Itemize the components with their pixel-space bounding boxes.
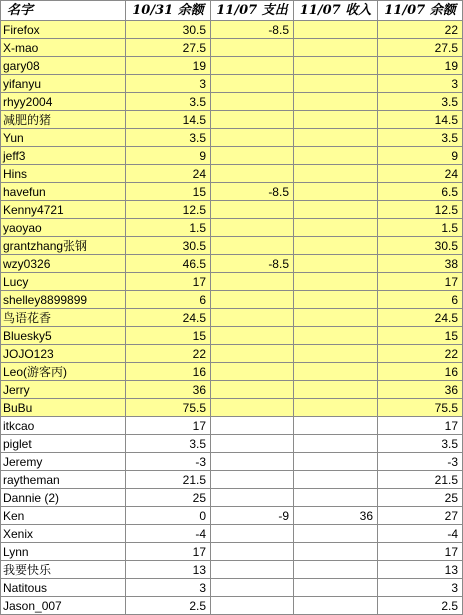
name-cell[interactable]: Bluesky5 (1, 327, 126, 345)
balance-1107-cell[interactable]: 24 (378, 165, 463, 183)
table-row (1, 471, 463, 489)
balance-1031-cell[interactable]: 3.5 (126, 435, 211, 453)
name-cell[interactable]: Firefox (1, 21, 126, 39)
expense-1107-cell[interactable] (211, 435, 294, 453)
name-cell[interactable]: Lynn (1, 543, 126, 561)
table-row (1, 93, 463, 111)
balance-1107-cell[interactable]: 3 (378, 579, 463, 597)
table-row (1, 399, 463, 417)
balance-1107-cell[interactable]: 12.5 (378, 201, 463, 219)
table-row (1, 21, 463, 39)
table-row (1, 57, 463, 75)
balance-1107-cell[interactable]: 17 (378, 417, 463, 435)
balance-1107-cell[interactable]: 9 (378, 147, 463, 165)
balance-1107-cell[interactable]: 19 (378, 57, 463, 75)
balance-1107-cell[interactable]: 15 (378, 327, 463, 345)
expense-1107-cell[interactable] (211, 525, 294, 543)
balance-1107-cell[interactable]: -3 (378, 453, 463, 471)
balance-1031-cell[interactable]: 17 (126, 417, 211, 435)
balance-1107-cell[interactable]: 13 (378, 561, 463, 579)
income-1107-cell[interactable] (294, 93, 378, 111)
balance-1107-cell[interactable]: 30.5 (378, 237, 463, 255)
expense-1107-cell[interactable] (211, 597, 294, 615)
name-cell[interactable]: Xenix (1, 525, 126, 543)
table-row (1, 147, 463, 165)
name-cell[interactable]: 减肥的猪 (1, 111, 126, 129)
income-1107-cell[interactable] (294, 291, 378, 309)
name-cell[interactable]: Jeremy (1, 453, 126, 471)
income-1107-cell[interactable] (294, 327, 378, 345)
income-1107-cell[interactable] (294, 219, 378, 237)
header-name[interactable]: 名字 (1, 1, 126, 21)
name-cell[interactable]: Dannie (2) (1, 489, 126, 507)
balance-1031-cell[interactable]: 17 (126, 273, 211, 291)
income-1107-cell[interactable] (294, 111, 378, 129)
balance-1107-cell[interactable]: 6.5 (378, 183, 463, 201)
income-1107-cell[interactable] (294, 147, 378, 165)
balance-1031-cell[interactable]: 1.5 (126, 219, 211, 237)
income-1107-cell[interactable] (294, 255, 378, 273)
balance-1107-cell[interactable]: 2.5 (378, 597, 463, 615)
income-1107-cell[interactable] (294, 273, 378, 291)
balance-1031-cell[interactable]: 0 (126, 507, 211, 525)
balance-1107-cell[interactable]: 25 (378, 489, 463, 507)
income-1107-cell[interactable] (294, 201, 378, 219)
table-row (1, 165, 463, 183)
name-cell[interactable]: BuBu (1, 399, 126, 417)
name-cell[interactable]: gary08 (1, 57, 126, 75)
name-cell[interactable]: Leo(游客丙) (1, 363, 126, 381)
table-row (1, 255, 463, 273)
table-row (1, 381, 463, 399)
balance-1107-cell[interactable]: 21.5 (378, 471, 463, 489)
name-cell[interactable]: wzy0326 (1, 255, 126, 273)
name-cell[interactable]: X-mao (1, 39, 126, 57)
table-row (1, 417, 463, 435)
expense-1107-cell[interactable] (211, 111, 294, 129)
table-row (1, 309, 463, 327)
balance-1107-cell[interactable]: 38 (378, 255, 463, 273)
table-row (1, 291, 463, 309)
balance-1107-cell[interactable]: 3 (378, 75, 463, 93)
expense-1107-cell[interactable] (211, 453, 294, 471)
name-cell[interactable]: Ken (1, 507, 126, 525)
income-1107-cell[interactable] (294, 39, 378, 57)
balance-1107-cell[interactable]: 36 (378, 381, 463, 399)
income-1107-cell[interactable]: 36 (294, 507, 378, 525)
income-1107-cell[interactable] (294, 471, 378, 489)
expense-1107-cell[interactable] (211, 129, 294, 147)
balance-1107-cell[interactable]: 17 (378, 273, 463, 291)
balance-1031-cell[interactable]: 12.5 (126, 201, 211, 219)
balance-1031-cell[interactable]: 13 (126, 561, 211, 579)
expense-1107-cell[interactable] (211, 165, 294, 183)
table-row (1, 597, 463, 615)
header-row (1, 1, 463, 21)
expense-1107-cell[interactable] (211, 219, 294, 237)
table-row (1, 525, 463, 543)
balance-1031-cell[interactable]: 15 (126, 183, 211, 201)
balance-1107-cell[interactable]: 16 (378, 363, 463, 381)
balance-1031-cell[interactable]: 30.5 (126, 237, 211, 255)
expense-1107-cell[interactable] (211, 39, 294, 57)
table-row (1, 435, 463, 453)
income-1107-cell[interactable] (294, 57, 378, 75)
expense-1107-cell[interactable] (211, 579, 294, 597)
balance-1107-cell[interactable]: 1.5 (378, 219, 463, 237)
balance-1031-cell[interactable]: 24 (126, 165, 211, 183)
balance-1107-cell[interactable]: 3.5 (378, 93, 463, 111)
income-1107-cell[interactable] (294, 237, 378, 255)
balance-1031-cell[interactable]: 3 (126, 75, 211, 93)
balance-1031-cell[interactable]: 3 (126, 579, 211, 597)
name-cell[interactable]: 我要快乐 (1, 561, 126, 579)
name-cell[interactable]: rhyy2004 (1, 93, 126, 111)
expense-1107-cell[interactable] (211, 75, 294, 93)
name-cell[interactable]: Natitous (1, 579, 126, 597)
balance-1107-cell[interactable]: 22 (378, 21, 463, 39)
balance-1031-cell[interactable]: 24.5 (126, 309, 211, 327)
name-cell[interactable]: piglet (1, 435, 126, 453)
name-cell[interactable]: Hins (1, 165, 126, 183)
balance-1031-cell[interactable]: 75.5 (126, 399, 211, 417)
income-1107-cell[interactable] (294, 345, 378, 363)
expense-1107-cell[interactable] (211, 489, 294, 507)
table-row (1, 237, 463, 255)
expense-1107-cell[interactable] (211, 543, 294, 561)
name-cell[interactable]: itkcao (1, 417, 126, 435)
name-cell[interactable]: Kenny4721 (1, 201, 126, 219)
balance-1031-cell[interactable]: 22 (126, 345, 211, 363)
table-row (1, 75, 463, 93)
income-1107-cell[interactable] (294, 597, 378, 615)
balance-1107-cell[interactable]: 22 (378, 345, 463, 363)
income-1107-cell[interactable] (294, 435, 378, 453)
table-row (1, 219, 463, 237)
income-1107-cell[interactable] (294, 363, 378, 381)
header-expense-1107[interactable]: 11/07 支出 (211, 1, 294, 21)
income-1107-cell[interactable] (294, 489, 378, 507)
balance-1031-cell[interactable]: 16 (126, 363, 211, 381)
expense-1107-cell[interactable] (211, 291, 294, 309)
income-1107-cell[interactable] (294, 453, 378, 471)
income-1107-cell[interactable] (294, 543, 378, 561)
name-cell[interactable]: 鸟语花香 (1, 309, 126, 327)
expense-1107-cell[interactable] (211, 561, 294, 579)
expense-1107-cell[interactable] (211, 471, 294, 489)
balance-1107-cell[interactable]: 14.5 (378, 111, 463, 129)
balance-1031-cell[interactable]: 9 (126, 147, 211, 165)
expense-1107-cell[interactable] (211, 381, 294, 399)
balance-1031-cell[interactable]: -4 (126, 525, 211, 543)
balance-1107-cell[interactable]: 3.5 (378, 129, 463, 147)
balance-1031-cell[interactable]: 46.5 (126, 255, 211, 273)
table-row (1, 543, 463, 561)
balance-1031-cell[interactable]: 6 (126, 291, 211, 309)
expense-1107-cell[interactable] (211, 417, 294, 435)
expense-1107-cell[interactable] (211, 93, 294, 111)
table-row (1, 183, 463, 201)
income-1107-cell[interactable] (294, 561, 378, 579)
income-1107-cell[interactable] (294, 381, 378, 399)
income-1107-cell[interactable] (294, 399, 378, 417)
name-cell[interactable]: havefun (1, 183, 126, 201)
expense-1107-cell[interactable] (211, 363, 294, 381)
balance-1107-cell[interactable]: 6 (378, 291, 463, 309)
balance-1107-cell[interactable]: 17 (378, 543, 463, 561)
name-cell[interactable]: Yun (1, 129, 126, 147)
balance-1031-cell[interactable]: 30.5 (126, 21, 211, 39)
expense-1107-cell[interactable]: -8.5 (211, 183, 294, 201)
income-1107-cell[interactable] (294, 525, 378, 543)
header-income-1107[interactable]: 11/07 收入 (294, 1, 378, 21)
balance-1031-cell[interactable]: 25 (126, 489, 211, 507)
expense-1107-cell[interactable] (211, 273, 294, 291)
balance-1107-cell[interactable]: 27 (378, 507, 463, 525)
expense-1107-cell[interactable] (211, 327, 294, 345)
balance-1107-cell[interactable]: 75.5 (378, 399, 463, 417)
table-row (1, 363, 463, 381)
expense-1107-cell[interactable] (211, 147, 294, 165)
name-cell[interactable]: yifanyu (1, 75, 126, 93)
name-cell[interactable]: yaoyao (1, 219, 126, 237)
income-1107-cell[interactable] (294, 21, 378, 39)
header-balance-1107[interactable]: 11/07 余额 (378, 1, 463, 21)
table-row (1, 453, 463, 471)
income-1107-cell[interactable] (294, 309, 378, 327)
expense-1107-cell[interactable] (211, 345, 294, 363)
table-row (1, 201, 463, 219)
income-1107-cell[interactable] (294, 129, 378, 147)
header-balance-1031[interactable]: 10/31 余额 (126, 1, 211, 21)
balance-1107-cell[interactable]: 3.5 (378, 435, 463, 453)
balance-1031-cell[interactable]: 19 (126, 57, 211, 75)
balance-1031-cell[interactable]: 2.5 (126, 597, 211, 615)
expense-1107-cell[interactable]: -8.5 (211, 21, 294, 39)
balance-1031-cell[interactable]: 3.5 (126, 93, 211, 111)
balance-1107-cell[interactable]: 24.5 (378, 309, 463, 327)
balance-1031-cell[interactable]: 27.5 (126, 39, 211, 57)
balance-1031-cell[interactable]: 17 (126, 543, 211, 561)
income-1107-cell[interactable] (294, 417, 378, 435)
balance-1107-cell[interactable]: -4 (378, 525, 463, 543)
income-1107-cell[interactable] (294, 165, 378, 183)
table-row (1, 327, 463, 345)
balance-1031-cell[interactable]: 3.5 (126, 129, 211, 147)
balance-1031-cell[interactable]: 15 (126, 327, 211, 345)
expense-1107-cell[interactable] (211, 399, 294, 417)
expense-1107-cell[interactable] (211, 201, 294, 219)
name-cell[interactable]: JOJO123 (1, 345, 126, 363)
name-cell[interactable]: grantzhang张钢 (1, 237, 126, 255)
table-row (1, 579, 463, 597)
table-row (1, 507, 463, 525)
balance-1031-cell[interactable]: 21.5 (126, 471, 211, 489)
table-row (1, 345, 463, 363)
name-cell[interactable]: shelley8899899 (1, 291, 126, 309)
table-row (1, 111, 463, 129)
name-cell[interactable]: Jerry (1, 381, 126, 399)
expense-1107-cell[interactable]: -8.5 (211, 255, 294, 273)
balance-1031-cell[interactable]: -3 (126, 453, 211, 471)
balance-1107-cell[interactable]: 27.5 (378, 39, 463, 57)
name-cell[interactable]: Lucy (1, 273, 126, 291)
table-row (1, 129, 463, 147)
table-row (1, 273, 463, 291)
income-1107-cell[interactable] (294, 579, 378, 597)
table-row (1, 39, 463, 57)
name-cell[interactable]: Jason_007 (1, 597, 126, 615)
income-1107-cell[interactable] (294, 75, 378, 93)
expense-1107-cell[interactable] (211, 57, 294, 75)
balance-1031-cell[interactable]: 36 (126, 381, 211, 399)
expense-1107-cell[interactable]: -9 (211, 507, 294, 525)
income-1107-cell[interactable] (294, 183, 378, 201)
table-row (1, 561, 463, 579)
expense-1107-cell[interactable] (211, 237, 294, 255)
expense-1107-cell[interactable] (211, 309, 294, 327)
balance-1031-cell[interactable]: 14.5 (126, 111, 211, 129)
name-cell[interactable]: jeff3 (1, 147, 126, 165)
name-cell[interactable]: raytheman (1, 471, 126, 489)
table-row (1, 489, 463, 507)
